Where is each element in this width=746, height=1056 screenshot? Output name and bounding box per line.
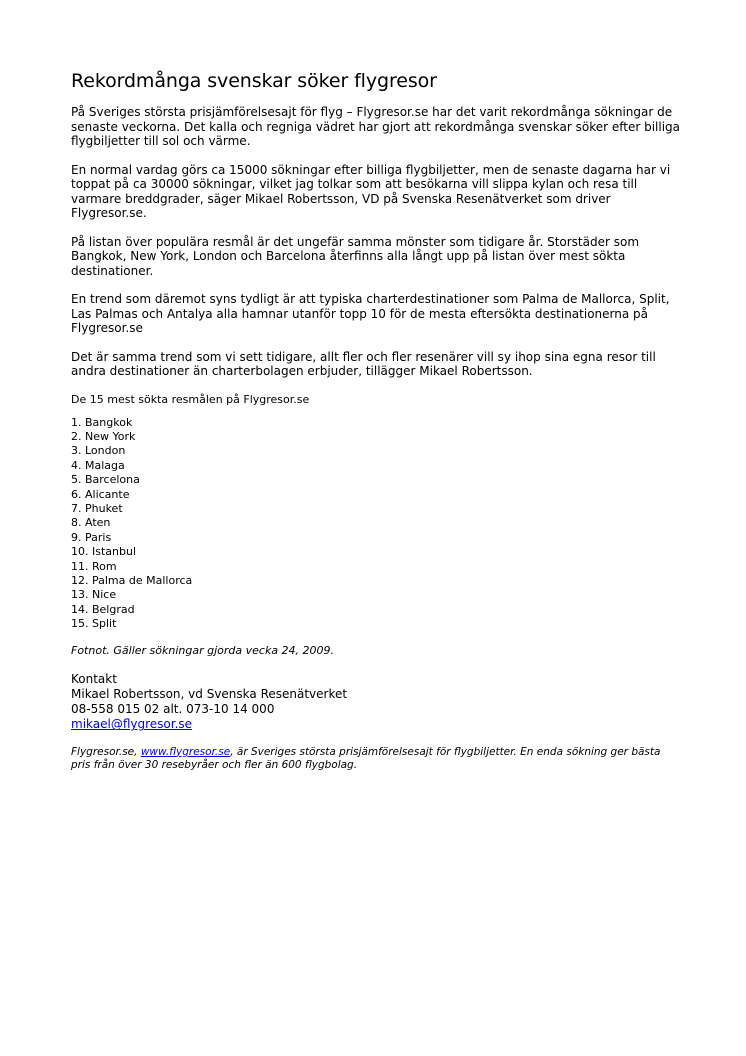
paragraph-quote: Det är samma trend som vi sett tidigare, allt fler och fler resenärer vill sy ihop sina egna resor till andra destinationer än charterbolagen erbjuder, tillägger Mikael Robertsson. <box>71 349 656 378</box>
list-item: 5. Barcelona <box>71 473 140 487</box>
paragraph-intro: På Sveriges största prisjämförelsesajt för flyg – Flygresor.se har det varit rekordmånga sökningar de senaste veckorna. Det kalla och regniga vädret har gjort att rekordmånga svenskar söker efter billiga flygbiljetter till sol och värme. <box>71 105 681 148</box>
paragraph-charter-trend: En trend som däremot syns tydligt är att typiska charterdestinationer som Palma de Mallorca, Split, Las Palmas och Antalya alla hamnar utanför topp 10 för de mesta eftersökta destinationerna på Flygresor.se <box>71 292 670 335</box>
list-item: 13. Nice <box>71 588 117 602</box>
paragraph-search-volume: En normal vardag görs ca 15000 sökningar efter billiga flygbiljetter, men de senaste dagarna har vi toppat på ca 30000 sökningar, vilket jag tolkar som att besökarna vill slippa kylan och resa till varmare breddgrader, säger Mikael Robertsson, VD på Svenska Resenätverket som driver Flygresor.se. <box>71 162 671 220</box>
list-item: 14. Belgrad <box>71 602 135 616</box>
list-item: 2. New York <box>71 429 136 443</box>
contact-block <box>71 672 681 733</box>
document-page <box>71 70 681 773</box>
list-item: 8. Aten <box>71 516 111 530</box>
about-text <box>71 746 681 773</box>
list-item: 15. Split <box>71 617 117 631</box>
list-item: 4. Malaga <box>71 458 125 472</box>
list-item: 7. Phuket <box>71 501 123 515</box>
list-item: 11. Rom <box>71 559 117 573</box>
list-item: 1. Bangkok <box>71 415 133 429</box>
contact-heading: Kontakt <box>71 671 117 686</box>
list-item: 9. Paris <box>71 530 112 544</box>
about-suffix: , är Sveriges största prisjämförelsesajt för flygbiljetter. En enda sökning ger bästa pris från över 30 resebyråer och fler än 600 flygbolag. <box>71 745 661 772</box>
list-item: 10. Istanbul <box>71 545 137 559</box>
list-item: 3. London <box>71 444 126 458</box>
website-link[interactable]: www.flygresor.se <box>140 745 231 758</box>
list-heading: De 15 mest sökta resmålen på Flygresor.se <box>71 392 310 406</box>
list-item: 6. Alicante <box>71 487 130 501</box>
about-prefix: Flygresor.se, <box>71 745 141 758</box>
page-title: Rekordmånga svenskar söker flygresor <box>71 70 437 92</box>
contact-email-link[interactable]: mikael@flygresor.se <box>71 717 193 732</box>
list-item: 12. Palma de Mallorca <box>71 573 193 587</box>
paragraph-popular-destinations: På listan över populära resmål är det ungefär samma mönster som tidigare år. Storstäder som Bangkok, New York, London och Barcelona återfinns alla långt upp på listan över mest sökta destinationer. <box>71 234 640 278</box>
contact-phone: 08-558 015 02 alt. 073-10 14 000 <box>71 702 275 717</box>
contact-name: Mikael Robertsson, vd Svenska Resenätverket <box>71 686 348 701</box>
footnote: Fotnot. Gäller sökningar gjorda vecka 24, 2009. <box>71 643 335 657</box>
destination-list <box>71 416 681 632</box>
